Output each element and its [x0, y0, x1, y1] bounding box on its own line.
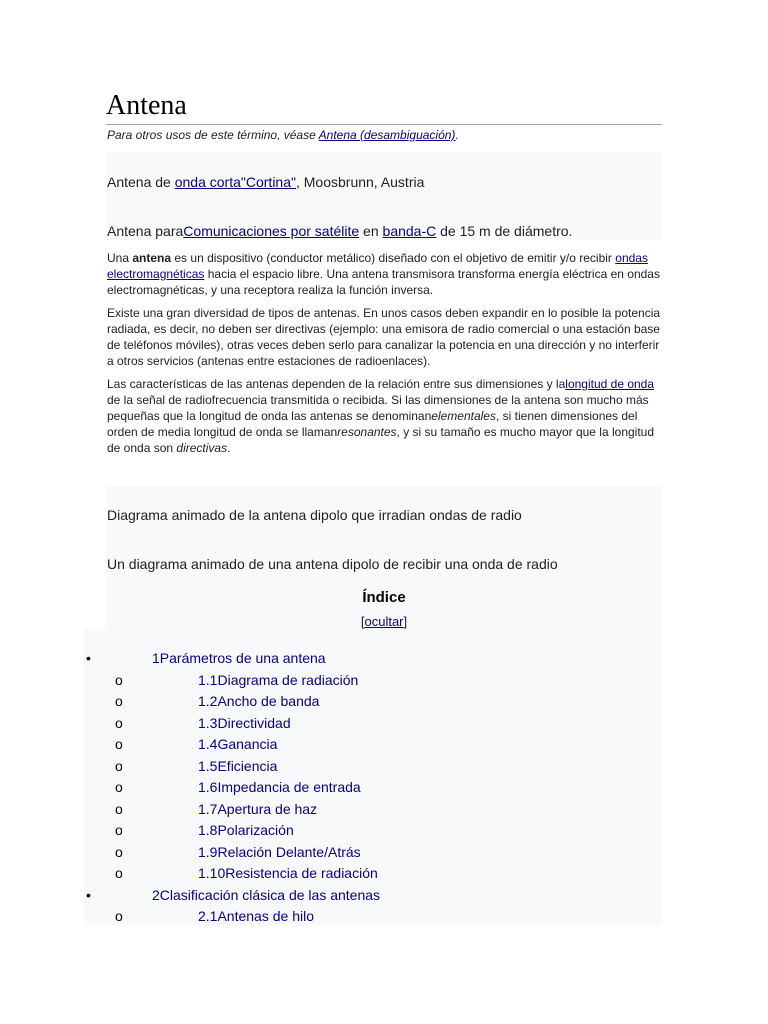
toc-bullet-circle: o	[115, 672, 123, 688]
text: , y si su tamaño es mucho mayor que la longitud de onda son	[107, 425, 655, 455]
text: Las características de las antenas dependen de la relación entre sus dimensiones y la	[107, 377, 566, 391]
wavelength-link[interactable]: longitud de onda	[565, 377, 655, 391]
dipole-caption-receiving: Un diagrama animado de una antena dipolo de recibir una onda de radio	[107, 556, 558, 572]
toc-bullet-circle: o	[115, 822, 123, 838]
toc-number: 1.7	[198, 801, 218, 817]
toc-item-1-3[interactable]	[198, 715, 291, 731]
toc-item-2-1[interactable]	[198, 908, 314, 924]
caption-text: Antena para	[107, 223, 184, 239]
toc-title: Índice	[362, 589, 406, 606]
toc-number: 1.8	[198, 822, 218, 838]
toc-label: Apertura de haz	[217, 801, 318, 817]
electromagnetic-waves-link[interactable]: ondas electromagnéticas	[107, 251, 648, 281]
toc-bullet-circle: o	[115, 758, 123, 774]
toc-bullet-disc: •	[86, 887, 91, 903]
toc-number: 2.1	[198, 908, 218, 924]
toc-number: 1.5	[198, 758, 218, 774]
toc-bullet-circle: o	[115, 715, 123, 731]
text: , si tienen dimensiones del orden de media longitud de onda se llaman	[107, 409, 638, 439]
shortwave-link[interactable]: onda corta	[174, 174, 241, 190]
toc-item-1-9[interactable]	[198, 844, 361, 860]
toc-bullet-circle: o	[115, 865, 123, 881]
toc-number: 1.9	[198, 844, 218, 860]
caption-text: en	[359, 223, 383, 239]
toc-label: Diagrama de radiación	[217, 672, 359, 688]
page-title: Antena	[106, 88, 662, 125]
toc-number: 1.3	[198, 715, 218, 731]
toc-label: Clasificación clásica de las antenas	[159, 887, 381, 903]
toc-label: Directividad	[217, 715, 291, 731]
toc-hide-link[interactable]: ocultar	[364, 614, 404, 629]
toc-label: Parámetros de una antena	[159, 650, 326, 666]
text: hacia el espacio libre. Una antena transmisora transforma energía eléctrica en ondas electromagnéticas, y una receptora realiza la función inversa.	[107, 267, 660, 297]
toc-item-1-1[interactable]	[198, 672, 358, 688]
toc-number: 2	[152, 887, 160, 903]
cortina-link[interactable]: "Cortina"	[240, 174, 296, 190]
toc-item-1-2[interactable]	[198, 693, 319, 709]
toc-label: Relación Delante/Atrás	[217, 844, 361, 860]
toc-label: Eficiencia	[217, 758, 278, 774]
toc-number: 1	[152, 650, 160, 666]
toc-number: 1.6	[198, 779, 218, 795]
toc-bullet-circle: o	[115, 801, 123, 817]
dipole-caption-radiating: Diagrama animado de la antena dipolo que irradian ondas de radio	[107, 507, 522, 523]
toc-bullet-circle: o	[115, 693, 123, 709]
toc-bullet-circle: o	[115, 844, 123, 860]
hatnote	[107, 128, 459, 142]
toc-label: Ancho de banda	[217, 693, 320, 709]
toc-number: 1.4	[198, 736, 218, 752]
figure-caption-satellite	[107, 223, 572, 239]
bracket: ]	[403, 614, 408, 629]
paragraph-intro	[107, 250, 663, 298]
text: es un dispositivo (conductor metálico) diseñado con el objetivo de emitir y/o recibir	[171, 251, 616, 265]
hatnote-suffix: .	[455, 128, 459, 142]
italic-term: resonantes	[337, 425, 397, 439]
toc-label: Ganancia	[217, 736, 278, 752]
toc-bullet-circle: o	[115, 779, 123, 795]
italic-term: elementales	[431, 409, 496, 423]
toc-bullet-disc: •	[86, 650, 91, 666]
toc-number: 1.10	[198, 865, 226, 881]
toc-item-1-8[interactable]	[198, 822, 294, 838]
toc-number: 1.2	[198, 693, 218, 709]
toc-item-1-4[interactable]	[198, 736, 277, 752]
toc-item-1-7[interactable]	[198, 801, 317, 817]
caption-text: , Moosbrunn, Austria	[295, 174, 425, 190]
disambiguation-link[interactable]: Antena (desambiguación)	[318, 128, 456, 142]
satellite-link[interactable]: Comunicaciones por satélite	[183, 223, 360, 239]
toc-label: Antenas de hilo	[217, 908, 314, 924]
italic-term: directivas	[176, 441, 228, 455]
toc-number: 1.1	[198, 672, 218, 688]
toc-bullet-circle: o	[115, 736, 123, 752]
toc-item-1-10[interactable]	[198, 865, 378, 881]
paragraph-types: Existe una gran diversidad de tipos de antenas. En unos casos deben expandir en lo posible la potencia radiada, es decir, no deben ser directivas (ejemplo: una emisora de radio comercial o una estación base de teléfonos móviles), otras veces deben serlo para canalizar la potencia en una dirección y no interferir a otros servicios (antenas entre estaciones de radioenlaces).	[107, 306, 661, 368]
caption-text: Antena de	[107, 174, 175, 190]
toc-item-1[interactable]	[152, 650, 326, 666]
paragraph-characteristics	[107, 376, 663, 456]
c-band-link[interactable]: banda-C	[382, 223, 437, 239]
text: Una	[107, 251, 133, 265]
toc-toggle	[0, 614, 768, 629]
toc-label: Impedancia de entrada	[217, 779, 361, 795]
toc-bullet-circle: o	[115, 908, 123, 924]
figure-caption-shortwave	[107, 174, 424, 190]
bold-term: antena	[132, 251, 172, 265]
bracket: [	[360, 614, 365, 629]
toc-item-1-6[interactable]	[198, 779, 361, 795]
toc-item-2[interactable]	[152, 887, 380, 903]
text: de la señal de radiofrecuencia transmitida o recibida. Si las dimensiones de la antena son mucho más pequeñas que la longitud de onda las antenas se denominan	[107, 393, 649, 423]
toc-label: Resistencia de radiación	[225, 865, 378, 881]
text: .	[227, 441, 231, 455]
hatnote-prefix: Para otros usos de este término, véase	[107, 128, 319, 142]
caption-text: de 15 m de diámetro.	[436, 223, 573, 239]
toc-item-1-5[interactable]	[198, 758, 277, 774]
toc-label: Polarización	[217, 822, 294, 838]
